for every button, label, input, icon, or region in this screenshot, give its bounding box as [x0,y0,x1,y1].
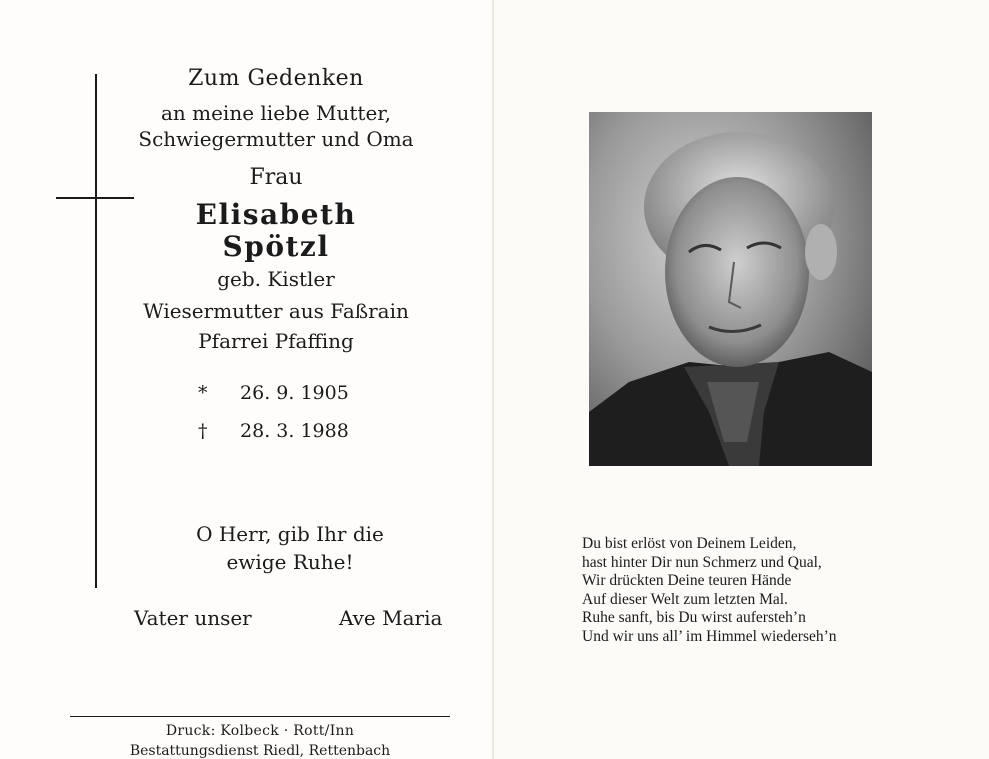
prayer-line-1: O Herr, gib Ihr die [196,522,384,546]
portrait-photo [589,112,872,466]
death-dagger-icon: † [198,420,208,442]
deceased-first-name: Elisabeth [195,198,357,231]
poem-line: Auf dieser Welt zum letzten Mal. [582,590,788,608]
poem-line: Wir drückten Deine teuren Hände [582,572,792,589]
prayer-vater-unser: Vater unser [134,606,252,630]
prayer-line-2: ewige Ruhe! [226,550,354,574]
death-date-row [198,420,349,442]
parish: Pfarrei Pfaffing [198,329,354,353]
left-page [0,0,493,759]
cross-vertical-bar [95,74,97,588]
printer-credit: Druck: Kolbeck · Rott/Inn [165,723,355,739]
poem-line: Ruhe sanft, bis Du wirst aufersteh’n [582,609,806,626]
poem-line: hast hinter Dir nun Schmerz und Qual, [582,553,822,571]
poem [582,535,837,646]
salutation: Frau [249,165,303,190]
poem-line: Und wir uns all’ im Himmel wiederseh’n [582,627,837,645]
prayer-ave-maria: Ave Maria [339,606,443,630]
footer-divider [70,716,450,717]
birth-star-icon: * [198,382,208,404]
birth-date-row [198,382,349,404]
occupation-origin: Wiesermutter aus Faßrain [143,299,409,323]
dedication-line-2: Schwiegermutter und Oma [138,127,414,151]
funeral-service-credit: Bestattungsdienst Riedl, Rettenbach [129,743,391,759]
maiden-name: geb. Kistler [217,267,335,291]
memorial-heading: Zum Gedenken [188,66,364,91]
dedication-line-1: an meine liebe Mutter, [160,101,392,125]
poem-line: Du bist erlöst von Deinem Leiden, [582,535,797,552]
death-date: 28. 3. 1988 [240,420,349,442]
portrait-illustration [589,112,872,466]
birth-date: 26. 9. 1905 [240,382,349,404]
deceased-last-name: Spötzl [222,230,330,263]
